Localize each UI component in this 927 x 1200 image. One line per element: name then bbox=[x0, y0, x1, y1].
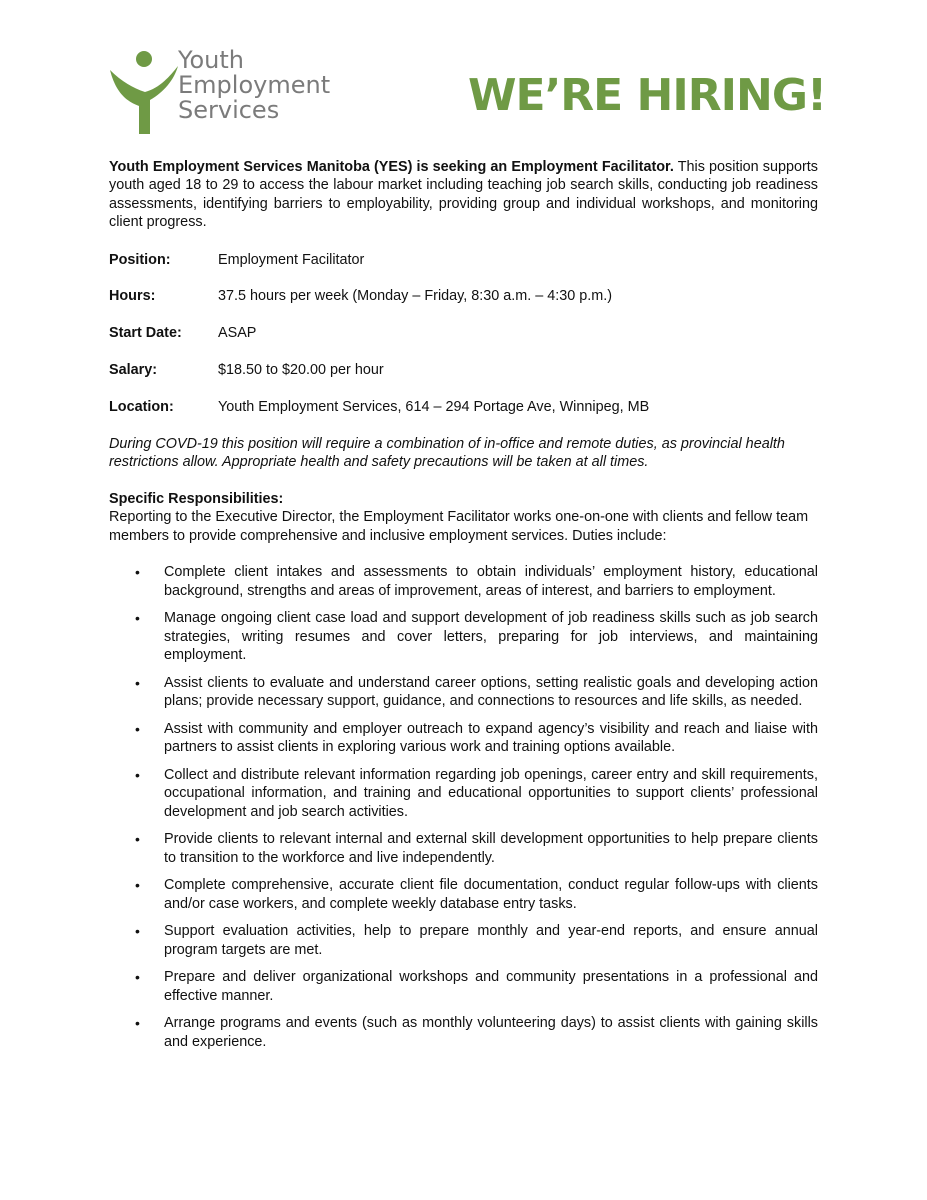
detail-label: Start Date: bbox=[109, 325, 182, 342]
bullet-icon: • bbox=[135, 674, 140, 691]
bullet-icon: • bbox=[135, 923, 140, 940]
list-item bbox=[109, 922, 818, 959]
logo-line: Youth bbox=[178, 46, 244, 74]
list-item bbox=[109, 563, 818, 600]
detail-value: Employment Facilitator bbox=[218, 251, 365, 268]
list-item bbox=[109, 876, 818, 913]
list-item bbox=[109, 766, 818, 821]
intro-lead: Youth Employment Services Manitoba (YES) is seeking an Employment Facilitator. bbox=[109, 159, 674, 175]
list-item bbox=[109, 609, 818, 664]
bullet-icon: • bbox=[135, 877, 140, 894]
list-item bbox=[109, 720, 818, 757]
list-item bbox=[109, 1014, 818, 1051]
detail-label: Position: bbox=[109, 251, 171, 268]
bullet-icon: • bbox=[135, 766, 140, 783]
responsibilities-heading: Specific Responsibilities: bbox=[109, 490, 284, 507]
detail-hours bbox=[109, 287, 818, 305]
detail-value: $18.50 to $20.00 per hour bbox=[218, 362, 384, 379]
logo-line: Employment bbox=[178, 71, 331, 99]
detail-value: Youth Employment Services, 614 – 294 Portage Ave, Winnipeg, MB bbox=[218, 398, 650, 415]
bullet-icon: • bbox=[135, 720, 140, 737]
posting-content bbox=[109, 158, 818, 1060]
detail-position bbox=[109, 251, 818, 269]
detail-label: Hours: bbox=[109, 288, 156, 305]
yes-logo bbox=[108, 46, 358, 136]
covid-note: During COVD-19 this position will require a combination of in-office and remote duties, as provincial health restrictions allow. Appropriate health and safety precautions will be taken at all times. bbox=[109, 435, 785, 471]
list-item bbox=[109, 674, 818, 711]
detail-location bbox=[109, 398, 818, 416]
duty-text: Complete client intakes and assessments to obtain individuals’ employment history, educational background, strengths and areas of improvement, areas of interest, and barriers to employment. bbox=[164, 564, 818, 599]
duty-text: Provide clients to relevant internal and external skill development opportunities to help prepare clients to transition to the workforce and live independently. bbox=[164, 831, 818, 866]
person-y-icon bbox=[108, 48, 180, 136]
logo-wordmark bbox=[178, 48, 330, 123]
detail-value: ASAP bbox=[218, 325, 257, 342]
bullet-icon: • bbox=[135, 1015, 140, 1032]
duty-text: Assist with community and employer outreach to expand agency’s visibility and reach and liaise with partners to assist clients in exploring various work and training options available. bbox=[164, 720, 818, 756]
duty-text: Manage ongoing client case load and support development of job readiness skills such as job search strategies, writing resumes and cover letters, preparing for job interviews, and maintaining employment. bbox=[164, 610, 818, 664]
logo-line: Services bbox=[178, 96, 280, 124]
duty-text: Complete comprehensive, accurate client file documentation, conduct regular follow-ups with clients and/or case workers, and complete weekly database entry tasks. bbox=[164, 877, 818, 912]
list-item bbox=[109, 830, 818, 867]
detail-start-date bbox=[109, 324, 818, 342]
duties-list bbox=[109, 563, 818, 1051]
detail-label: Salary: bbox=[109, 362, 157, 379]
intro-paragraph bbox=[109, 158, 818, 232]
bullet-icon: • bbox=[135, 564, 140, 581]
bullet-icon: • bbox=[135, 969, 140, 986]
hiring-title: WE’RE HIRING! bbox=[468, 70, 827, 121]
detail-label: Location: bbox=[109, 398, 174, 415]
detail-value: 37.5 hours per week (Monday – Friday, 8:30 a.m. – 4:30 p.m.) bbox=[218, 288, 613, 305]
bullet-icon: • bbox=[135, 610, 140, 627]
bullet-icon: • bbox=[135, 831, 140, 848]
duty-text: Support evaluation activities, help to prepare monthly and year-end reports, and ensure annual program targets are met. bbox=[164, 923, 818, 958]
duty-text: Arrange programs and events (such as monthly volunteering days) to assist clients with gaining skills and experience. bbox=[164, 1015, 818, 1050]
responsibilities-intro: Reporting to the Executive Director, the Employment Facilitator works one-on-one with clients and fellow team members to provide comprehensive and inclusive employment services. Duties include: bbox=[109, 509, 809, 544]
intro-rest: This position supports youth aged 18 to 29 to access the labour market including teaching job search skills, conducting job readiness assessments, identifying barriers to employability, providing group and individual workshops, and monitoring client progress. bbox=[109, 159, 818, 231]
list-item bbox=[109, 968, 818, 1005]
detail-salary bbox=[109, 361, 818, 379]
duty-text: Collect and distribute relevant information regarding job openings, career entry and skill requirements, occupational information, and training and educational opportunities to support clients’ professional development and job search activities. bbox=[164, 766, 818, 820]
duty-text: Prepare and deliver organizational workshops and community presentations in a professional and effective manner. bbox=[164, 969, 818, 1004]
duty-text: Assist clients to evaluate and understand career options, setting realistic goals and developing action plans; provide necessary support, guidance, and connections to resources and life skills, as needed. bbox=[164, 674, 818, 710]
